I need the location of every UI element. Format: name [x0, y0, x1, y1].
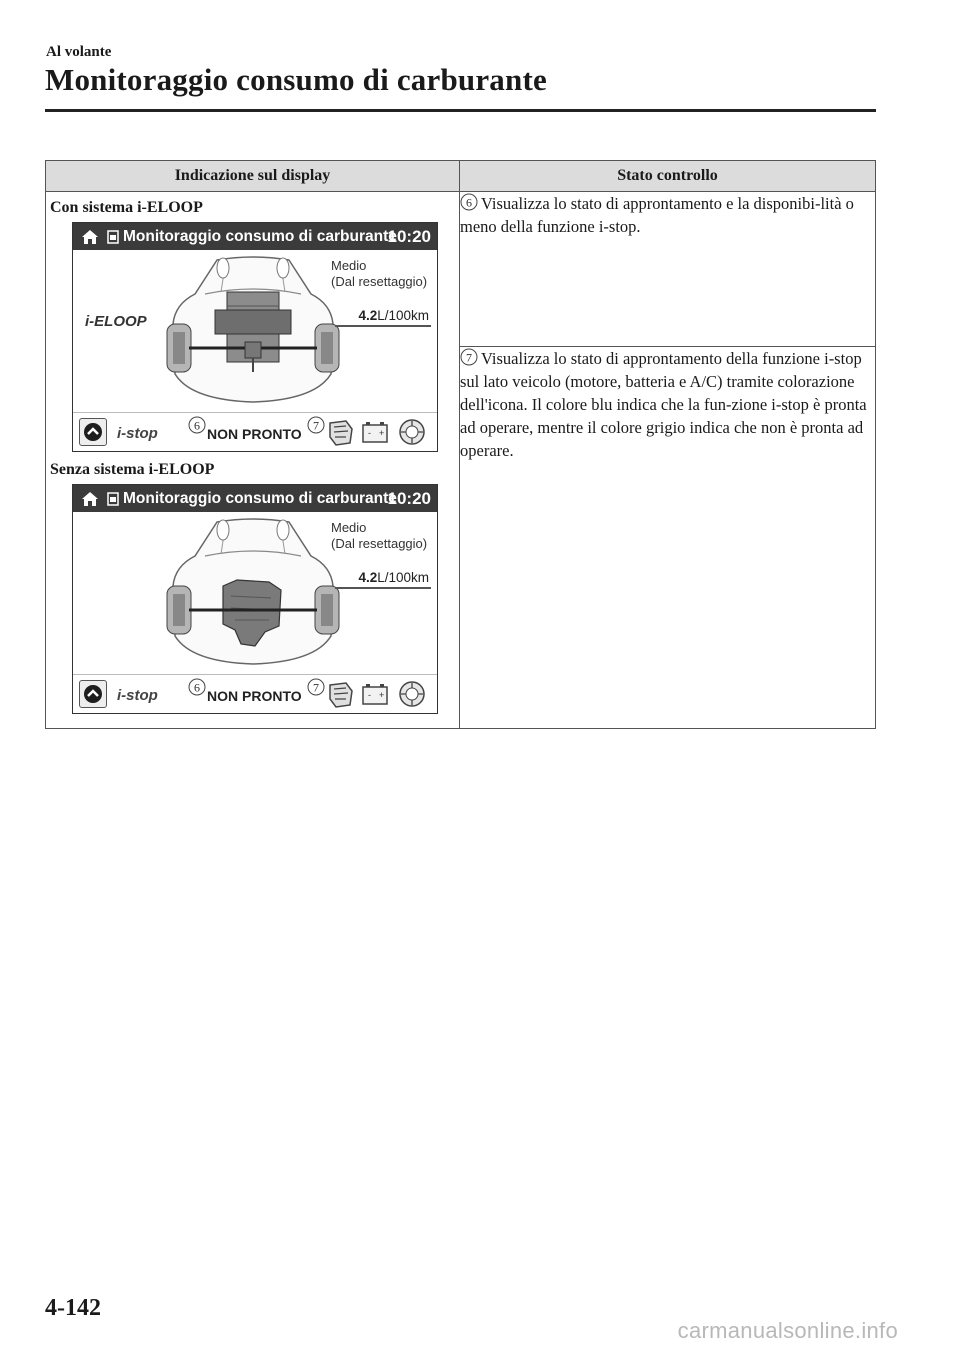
screen-title: Monitoraggio consumo di carburante	[123, 228, 397, 245]
svg-text:+: +	[379, 690, 385, 700]
reading-line	[335, 587, 431, 589]
page-number: 4-142	[45, 1295, 101, 1321]
title-rule	[45, 109, 876, 112]
svg-text:6: 6	[466, 195, 472, 210]
ac-icon	[398, 680, 426, 708]
status-text: NON PRONTO	[207, 688, 302, 704]
avg-label: Medio (Dal resettaggio)	[331, 258, 428, 289]
scroll-up-button[interactable]	[79, 418, 107, 446]
screen-footer	[73, 674, 437, 713]
svg-text:-: -	[368, 690, 371, 700]
engine-icon	[326, 417, 354, 447]
callout-7-icon	[460, 347, 478, 367]
screen-header	[73, 485, 437, 512]
consumption-reading: 4.2L/100km	[358, 570, 429, 585]
status-cell-7	[460, 346, 876, 728]
avg-label: Medio (Dal resettaggio)	[331, 520, 428, 551]
col-header-display: Indicazione sul display	[46, 161, 460, 192]
svg-text:7: 7	[313, 418, 319, 433]
svg-text:+: +	[379, 428, 385, 438]
label-without-eloop: Senza sistema i-ELOOP	[50, 461, 215, 478]
scroll-up-button[interactable]	[79, 680, 107, 708]
home-icon	[81, 228, 99, 246]
info-table	[45, 160, 876, 729]
svg-text:-: -	[368, 428, 371, 438]
page-title: Monitoraggio consumo di carburante	[45, 62, 547, 97]
battery-icon	[361, 682, 389, 706]
screen-without-eloop	[72, 484, 438, 714]
chevron-up-icon	[80, 419, 106, 445]
clock: 10:20	[387, 227, 431, 246]
screen-body	[73, 512, 437, 674]
svg-text:6: 6	[194, 680, 200, 695]
watermark: carmanualsonline.info	[677, 1318, 898, 1343]
screen-with-eloop	[72, 222, 438, 452]
desc-7-text: Visualizza lo stato di approntamento della funzione i-stop sul lato veicolo (motore, batteria e A/C) tramite colorazione dell'icona. Il colore blu indica che la fun-zione i-stop è pronta ad operare, mentre il colore grigio indica che non è pronta ad operare.	[460, 348, 867, 460]
status-text: NON PRONTO	[207, 426, 302, 442]
callout-7-icon	[307, 415, 325, 435]
reading-line	[335, 325, 431, 327]
label-with-eloop: Con sistema i-ELOOP	[50, 199, 203, 216]
car-eloop-illustration	[165, 254, 341, 406]
display-cell	[46, 192, 460, 729]
callout-6-icon	[188, 677, 206, 697]
engine-icon	[326, 679, 354, 709]
document-icon	[107, 230, 119, 244]
battery-icon	[361, 420, 389, 444]
car-engine-illustration	[165, 516, 341, 668]
desc-6-text: Visualizza lo stato di approntamento e la disponibi-lità o meno della funzione i-stop.	[460, 194, 854, 236]
callout-7-icon	[307, 677, 325, 697]
svg-text:6: 6	[194, 418, 200, 433]
home-icon	[81, 490, 99, 508]
screen-header	[73, 223, 437, 250]
col-header-status: Stato controllo	[460, 161, 876, 192]
ac-icon	[398, 418, 426, 446]
callout-6-icon	[460, 192, 478, 212]
chevron-up-icon	[80, 681, 106, 707]
svg-text:7: 7	[466, 350, 472, 365]
status-cell-6	[460, 192, 876, 347]
consumption-reading: 4.2L/100km	[358, 308, 429, 323]
eloop-label: i-ELOOP	[85, 313, 147, 330]
screen-body	[73, 250, 437, 412]
istop-logo: i-stop	[117, 425, 158, 442]
screen-title: Monitoraggio consumo di carburante	[123, 490, 397, 507]
section-label: Al volante	[46, 44, 112, 60]
svg-text:7: 7	[313, 680, 319, 695]
screen-footer	[73, 412, 437, 451]
callout-6-icon	[188, 415, 206, 435]
istop-logo: i-stop	[117, 687, 158, 704]
clock: 10:20	[387, 489, 431, 508]
document-icon	[107, 492, 119, 506]
